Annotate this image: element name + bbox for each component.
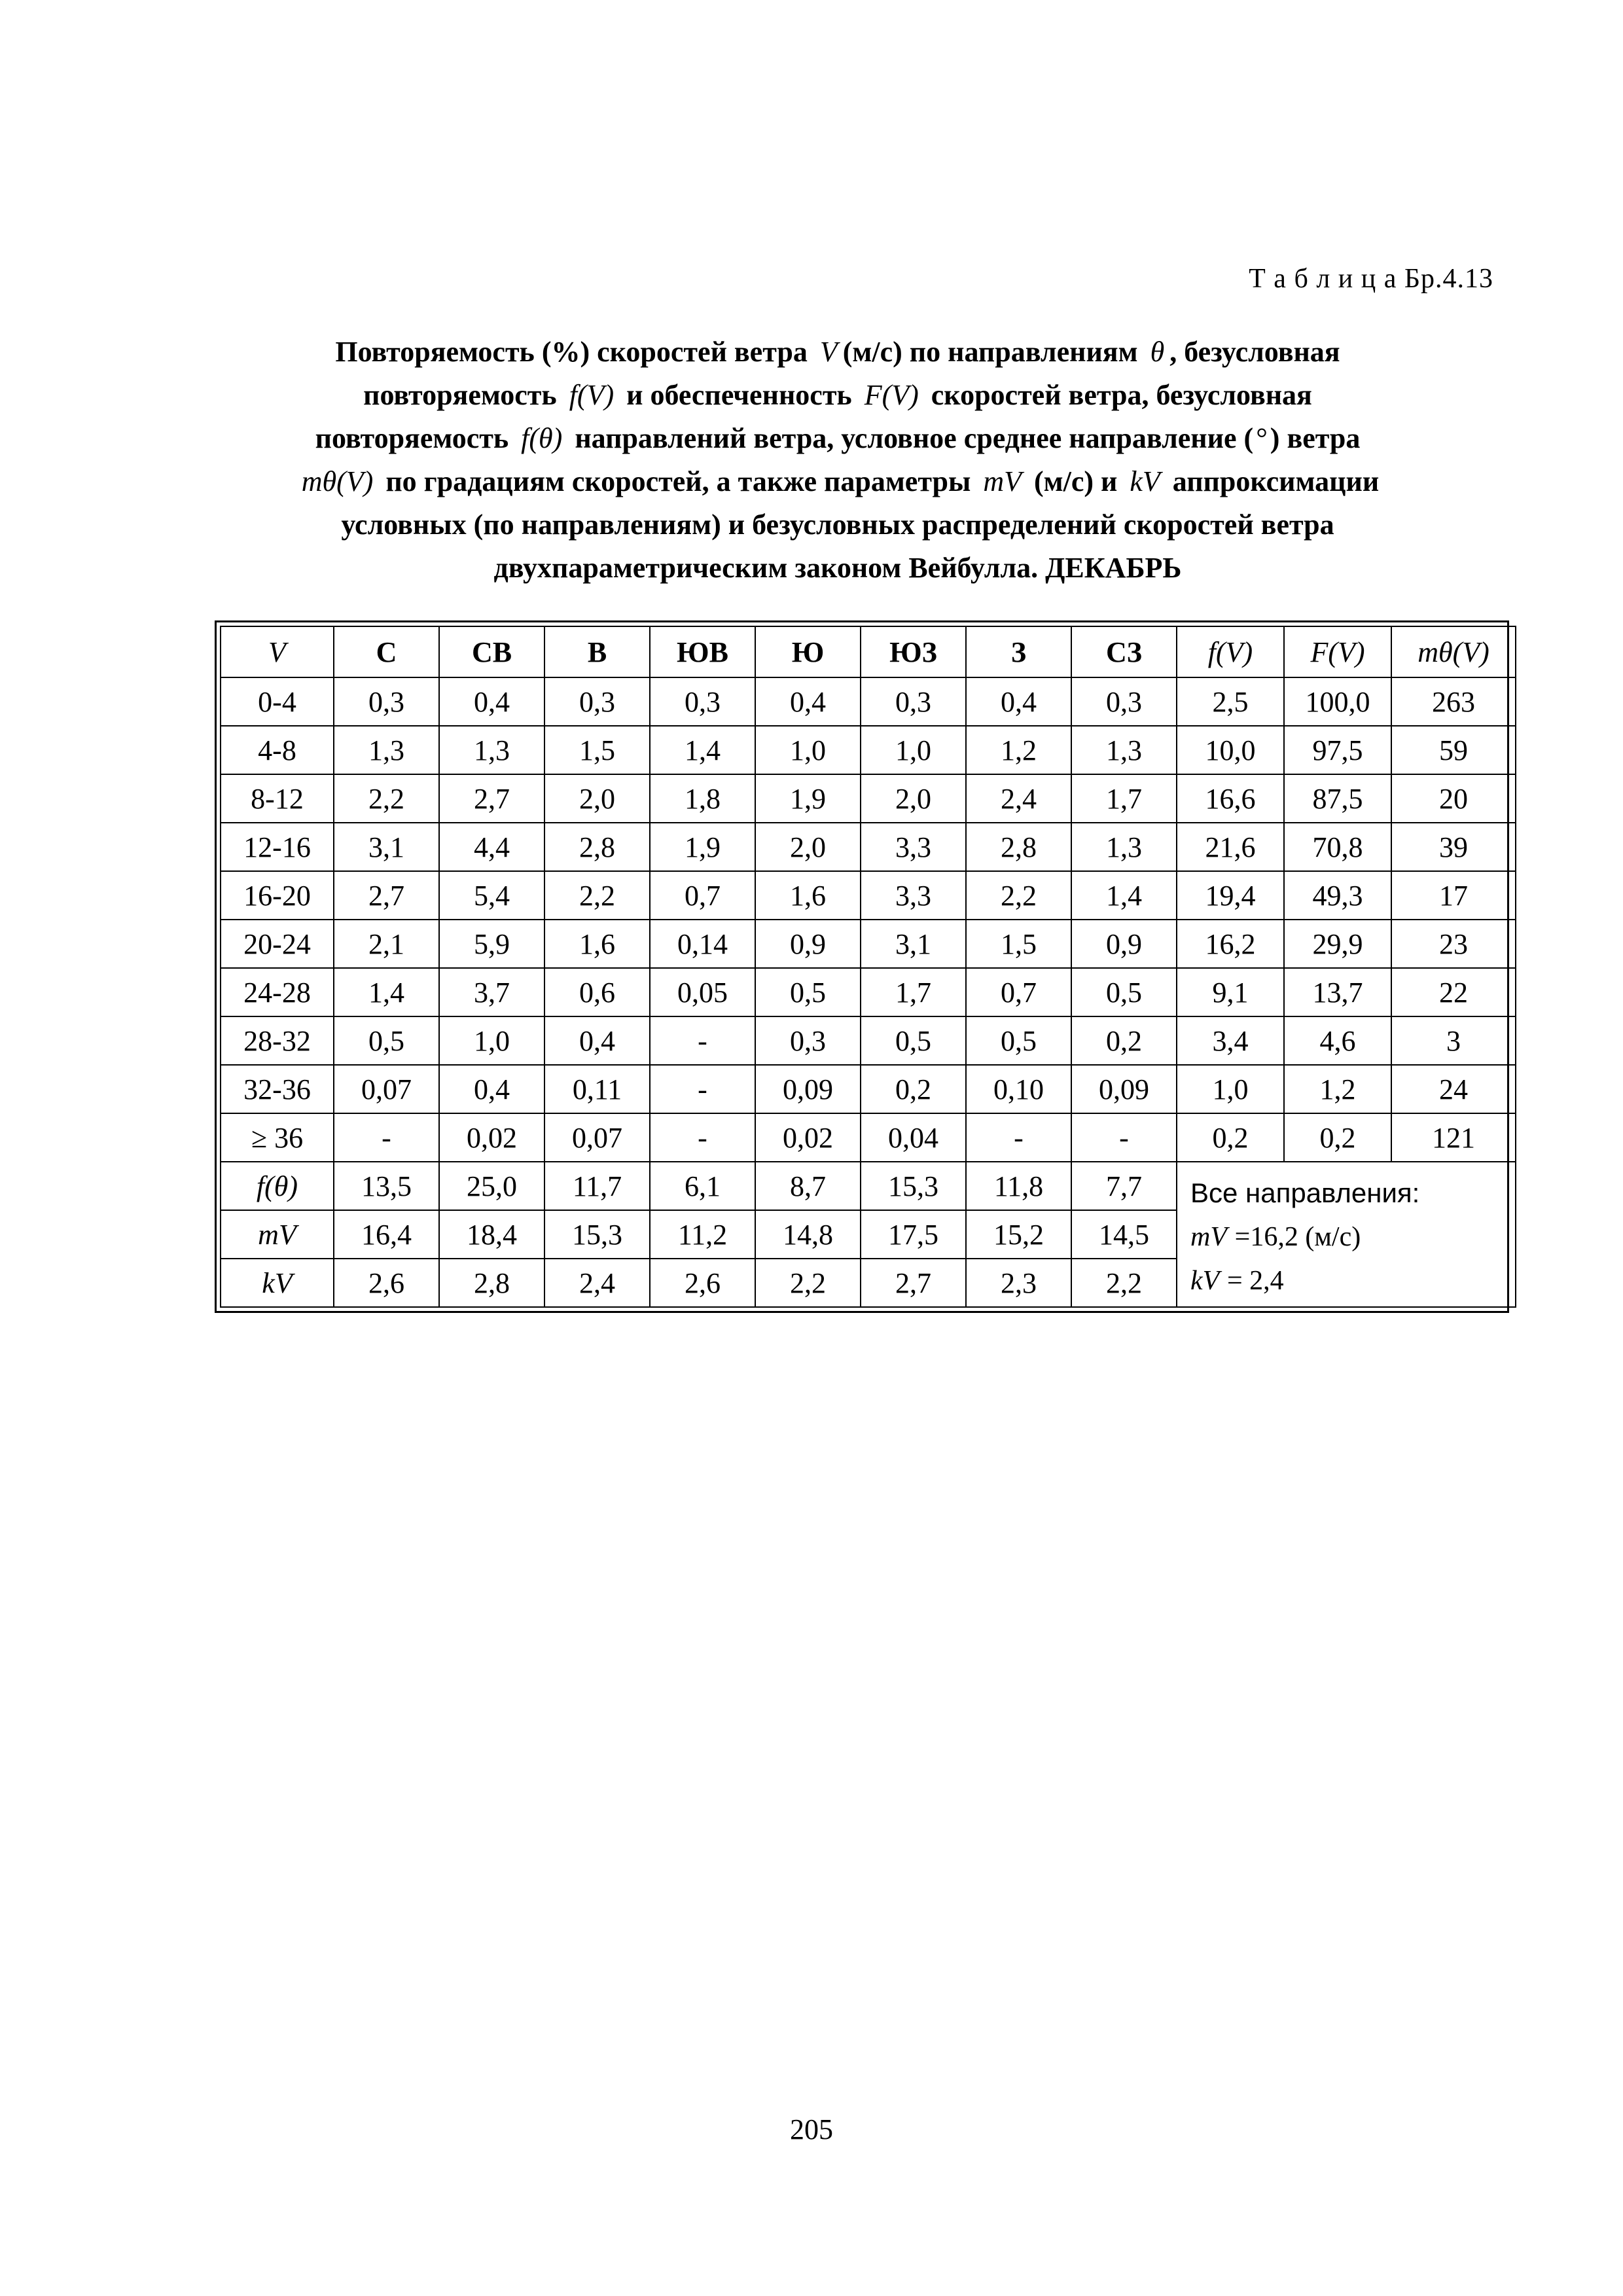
speed-range-cell: 12-16 bbox=[221, 823, 334, 871]
caption-line-2 bbox=[209, 374, 1466, 417]
param-value-cell: 0,2 bbox=[1284, 1113, 1391, 1162]
header-direction: СЗ bbox=[1071, 626, 1177, 677]
direction-value-cell: 1,0 bbox=[861, 726, 966, 774]
direction-value-cell: 0,10 bbox=[966, 1065, 1071, 1113]
param-value-cell: 39 bbox=[1391, 823, 1516, 871]
stats-value-cell: 2,3 bbox=[966, 1259, 1071, 1307]
direction-value-cell: 0,3 bbox=[334, 677, 439, 726]
direction-value-cell: 0,5 bbox=[861, 1016, 966, 1065]
param-value-cell: 10,0 bbox=[1177, 726, 1284, 774]
speed-range-cell: 8-12 bbox=[221, 774, 334, 823]
param-value-cell: 70,8 bbox=[1284, 823, 1391, 871]
header-direction: СВ bbox=[439, 626, 544, 677]
stats-value-cell: 8,7 bbox=[755, 1162, 861, 1210]
direction-value-cell: 1,6 bbox=[544, 920, 650, 968]
direction-value-cell: - bbox=[650, 1113, 755, 1162]
caption-text: , безусловная bbox=[1169, 336, 1340, 368]
param-value-cell: 29,9 bbox=[1284, 920, 1391, 968]
direction-value-cell: 0,4 bbox=[755, 677, 861, 726]
direction-value-cell: - bbox=[334, 1113, 439, 1162]
summary-kv-symbol: kV bbox=[1190, 1266, 1220, 1296]
direction-value-cell: 0,11 bbox=[544, 1065, 650, 1113]
table-row bbox=[221, 1065, 1516, 1113]
direction-value-cell: 2,7 bbox=[334, 871, 439, 920]
table-row bbox=[221, 920, 1516, 968]
caption-text: повторяемость bbox=[315, 422, 509, 454]
direction-value-cell: 2,7 bbox=[439, 774, 544, 823]
direction-value-cell: 3,1 bbox=[334, 823, 439, 871]
caption-symbol: V bbox=[819, 336, 838, 368]
direction-value-cell: 1,7 bbox=[861, 968, 966, 1016]
stats-value-cell: 14,8 bbox=[755, 1210, 861, 1259]
caption-symbol: mθ(V) bbox=[301, 465, 374, 497]
param-value-cell: 20 bbox=[1391, 774, 1516, 823]
table-row bbox=[221, 774, 1516, 823]
param-value-cell: 16,2 bbox=[1177, 920, 1284, 968]
direction-value-cell: 0,14 bbox=[650, 920, 755, 968]
param-value-cell: 2,5 bbox=[1177, 677, 1284, 726]
direction-value-cell: 0,05 bbox=[650, 968, 755, 1016]
param-value-cell: 4,6 bbox=[1284, 1016, 1391, 1065]
speed-range-cell: 24-28 bbox=[221, 968, 334, 1016]
wind-speed-table bbox=[220, 626, 1516, 1308]
caption-text: скоростей ветра, безусловная bbox=[931, 379, 1312, 411]
summary-mv-symbol: mV bbox=[1190, 1222, 1227, 1252]
stats-value-cell: 2,2 bbox=[755, 1259, 861, 1307]
stats-value-cell: 18,4 bbox=[439, 1210, 544, 1259]
param-value-cell: 121 bbox=[1391, 1113, 1516, 1162]
stats-value-cell: 6,1 bbox=[650, 1162, 755, 1210]
page-number: 205 bbox=[790, 2113, 833, 2145]
direction-value-cell: 0,9 bbox=[755, 920, 861, 968]
caption-line-4 bbox=[209, 460, 1466, 503]
direction-value-cell: 1,9 bbox=[650, 823, 755, 871]
direction-value-cell: 1,9 bbox=[755, 774, 861, 823]
direction-value-cell: 1,4 bbox=[650, 726, 755, 774]
caption-text: Повторяемость (%) скоростей ветра bbox=[335, 336, 808, 368]
stats-label-cell: mV bbox=[221, 1210, 334, 1259]
direction-value-cell: 2,2 bbox=[966, 871, 1071, 920]
stats-value-cell: 13,5 bbox=[334, 1162, 439, 1210]
header-speed: V bbox=[221, 626, 334, 677]
direction-value-cell: 0,9 bbox=[1071, 920, 1177, 968]
direction-value-cell: 2,0 bbox=[755, 823, 861, 871]
header-param: f(V) bbox=[1177, 626, 1284, 677]
summary-kv bbox=[1190, 1259, 1515, 1302]
direction-value-cell: 0,4 bbox=[439, 1065, 544, 1113]
direction-value-cell: 1,5 bbox=[544, 726, 650, 774]
direction-value-cell: 0,3 bbox=[861, 677, 966, 726]
stats-value-cell: 16,4 bbox=[334, 1210, 439, 1259]
speed-range-cell: 20-24 bbox=[221, 920, 334, 968]
stats-value-cell: 15,3 bbox=[861, 1162, 966, 1210]
caption-symbol: F(V) bbox=[864, 379, 919, 411]
direction-value-cell: 1,4 bbox=[334, 968, 439, 1016]
stats-value-cell: 11,8 bbox=[966, 1162, 1071, 1210]
header-direction: З bbox=[966, 626, 1071, 677]
caption-line-3 bbox=[209, 417, 1466, 460]
stats-value-cell: 2,6 bbox=[650, 1259, 755, 1307]
header-direction: ЮВ bbox=[650, 626, 755, 677]
param-value-cell: 16,6 bbox=[1177, 774, 1284, 823]
speed-range-cell: 4-8 bbox=[221, 726, 334, 774]
stats-value-cell: 14,5 bbox=[1071, 1210, 1177, 1259]
speed-range-cell: 32-36 bbox=[221, 1065, 334, 1113]
direction-value-cell: 0,3 bbox=[650, 677, 755, 726]
param-value-cell: 59 bbox=[1391, 726, 1516, 774]
direction-value-cell: 0,4 bbox=[966, 677, 1071, 726]
direction-value-cell: 3,7 bbox=[439, 968, 544, 1016]
header-direction: ЮЗ bbox=[861, 626, 966, 677]
direction-value-cell: 2,1 bbox=[334, 920, 439, 968]
direction-value-cell: 1,3 bbox=[439, 726, 544, 774]
direction-value-cell: 1,8 bbox=[650, 774, 755, 823]
table-row bbox=[221, 1113, 1516, 1162]
param-value-cell: 49,3 bbox=[1284, 871, 1391, 920]
speed-range-cell: ≥ 36 bbox=[221, 1113, 334, 1162]
table-row bbox=[221, 871, 1516, 920]
caption-line-5: условных (по направлениям) и безусловных распределений скоростей ветра bbox=[341, 509, 1334, 541]
header-direction: С bbox=[334, 626, 439, 677]
direction-value-cell: 0,09 bbox=[755, 1065, 861, 1113]
direction-value-cell: 0,2 bbox=[1071, 1016, 1177, 1065]
direction-value-cell: 0,7 bbox=[966, 968, 1071, 1016]
stats-value-cell: 15,3 bbox=[544, 1210, 650, 1259]
direction-value-cell: - bbox=[966, 1113, 1071, 1162]
stats-value-cell: 11,2 bbox=[650, 1210, 755, 1259]
summary-title: Все направления: bbox=[1190, 1177, 1420, 1208]
param-value-cell: 19,4 bbox=[1177, 871, 1284, 920]
table-row bbox=[221, 1016, 1516, 1065]
stats-label-cell: kV bbox=[221, 1259, 334, 1307]
caption-text: и обеспеченность bbox=[626, 379, 852, 411]
caption-text: по градациям скоростей, а также параметры bbox=[385, 465, 971, 497]
stats-value-cell: 17,5 bbox=[861, 1210, 966, 1259]
caption-text: направлений ветра, условное среднее направление ( bbox=[575, 422, 1254, 454]
param-value-cell: 87,5 bbox=[1284, 774, 1391, 823]
stats-value-cell: 2,4 bbox=[544, 1259, 650, 1307]
direction-value-cell: 1,0 bbox=[439, 1016, 544, 1065]
header-direction: Ю bbox=[755, 626, 861, 677]
header-direction: В bbox=[544, 626, 650, 677]
stats-row bbox=[221, 1162, 1516, 1210]
direction-value-cell: 0,07 bbox=[544, 1113, 650, 1162]
direction-value-cell: 2,2 bbox=[334, 774, 439, 823]
direction-value-cell: 4,4 bbox=[439, 823, 544, 871]
stats-value-cell: 15,2 bbox=[966, 1210, 1071, 1259]
direction-value-cell: 1,4 bbox=[1071, 871, 1177, 920]
speed-range-cell: 16-20 bbox=[221, 871, 334, 920]
table-row bbox=[221, 823, 1516, 871]
table-header-row bbox=[221, 626, 1516, 677]
param-value-cell: 1,2 bbox=[1284, 1065, 1391, 1113]
speed-range-cell: 28-32 bbox=[221, 1016, 334, 1065]
param-value-cell: 13,7 bbox=[1284, 968, 1391, 1016]
direction-value-cell: 0,04 bbox=[861, 1113, 966, 1162]
param-value-cell: 100,0 bbox=[1284, 677, 1391, 726]
param-value-cell: 24 bbox=[1391, 1065, 1516, 1113]
caption-symbol: f(V) bbox=[569, 379, 615, 411]
stats-value-cell: 2,2 bbox=[1071, 1259, 1177, 1307]
stats-value-cell: 2,6 bbox=[334, 1259, 439, 1307]
param-value-cell: 1,0 bbox=[1177, 1065, 1284, 1113]
direction-value-cell: - bbox=[1071, 1113, 1177, 1162]
direction-value-cell: 0,2 bbox=[861, 1065, 966, 1113]
direction-value-cell: 1,3 bbox=[334, 726, 439, 774]
direction-value-cell: 0,7 bbox=[650, 871, 755, 920]
direction-value-cell: 3,3 bbox=[861, 823, 966, 871]
param-value-cell: 21,6 bbox=[1177, 823, 1284, 871]
degree-symbol: ° bbox=[1256, 422, 1268, 454]
direction-value-cell: - bbox=[650, 1065, 755, 1113]
direction-value-cell: 0,5 bbox=[334, 1016, 439, 1065]
table-row bbox=[221, 726, 1516, 774]
param-value-cell: 23 bbox=[1391, 920, 1516, 968]
direction-value-cell: 2,0 bbox=[544, 774, 650, 823]
direction-value-cell: 0,5 bbox=[1071, 968, 1177, 1016]
direction-value-cell: 0,3 bbox=[544, 677, 650, 726]
caption-text: аппроксимации bbox=[1172, 465, 1380, 497]
direction-value-cell: 0,3 bbox=[755, 1016, 861, 1065]
stats-value-cell: 11,7 bbox=[544, 1162, 650, 1210]
stats-value-cell: 2,7 bbox=[861, 1259, 966, 1307]
direction-value-cell: 0,4 bbox=[439, 677, 544, 726]
summary-kv-value: = 2,4 bbox=[1226, 1266, 1284, 1296]
direction-value-cell: 0,07 bbox=[334, 1065, 439, 1113]
direction-value-cell: 1,3 bbox=[1071, 726, 1177, 774]
param-value-cell: 17 bbox=[1391, 871, 1516, 920]
caption-line-6: двухпараметрическим законом Вейбулла. ДЕКАБРЬ bbox=[493, 552, 1182, 584]
direction-value-cell: 0,4 bbox=[544, 1016, 650, 1065]
direction-value-cell: 1,6 bbox=[755, 871, 861, 920]
caption-text: (м/с) по направлениям bbox=[842, 336, 1138, 368]
direction-value-cell: 3,3 bbox=[861, 871, 966, 920]
direction-value-cell: 2,2 bbox=[544, 871, 650, 920]
param-value-cell: 22 bbox=[1391, 968, 1516, 1016]
direction-value-cell: 2,8 bbox=[544, 823, 650, 871]
summary-mv-value: =16,2 (м/с) bbox=[1234, 1222, 1361, 1252]
stats-value-cell: 2,8 bbox=[439, 1259, 544, 1307]
caption-symbol: θ bbox=[1150, 336, 1165, 368]
stats-label-cell: f(θ) bbox=[221, 1162, 334, 1210]
caption-text: повторяемость bbox=[363, 379, 557, 411]
param-value-cell: 3,4 bbox=[1177, 1016, 1284, 1065]
caption-symbol: mV bbox=[983, 465, 1022, 497]
direction-value-cell: 1,5 bbox=[966, 920, 1071, 968]
header-param: F(V) bbox=[1284, 626, 1391, 677]
direction-value-cell: 0,02 bbox=[439, 1113, 544, 1162]
caption-symbol: kV bbox=[1130, 465, 1160, 497]
param-value-cell: 0,2 bbox=[1177, 1113, 1284, 1162]
direction-value-cell: 2,4 bbox=[966, 774, 1071, 823]
summary-mv bbox=[1190, 1215, 1515, 1259]
table-row bbox=[221, 968, 1516, 1016]
param-value-cell: 97,5 bbox=[1284, 726, 1391, 774]
direction-value-cell: 1,7 bbox=[1071, 774, 1177, 823]
all-directions-summary bbox=[1177, 1162, 1516, 1307]
direction-value-cell: 0,5 bbox=[755, 968, 861, 1016]
direction-value-cell: - bbox=[650, 1016, 755, 1065]
header-param: mθ(V) bbox=[1391, 626, 1516, 677]
speed-range-cell: 0-4 bbox=[221, 677, 334, 726]
caption-text: (м/с) и bbox=[1033, 465, 1118, 497]
direction-value-cell: 1,0 bbox=[755, 726, 861, 774]
direction-value-cell: 1,2 bbox=[966, 726, 1071, 774]
param-value-cell: 3 bbox=[1391, 1016, 1516, 1065]
param-value-cell: 263 bbox=[1391, 677, 1516, 726]
param-value-cell: 9,1 bbox=[1177, 968, 1284, 1016]
caption-line-1 bbox=[209, 331, 1466, 374]
direction-value-cell: 0,02 bbox=[755, 1113, 861, 1162]
stats-value-cell: 7,7 bbox=[1071, 1162, 1177, 1210]
direction-value-cell: 0,3 bbox=[1071, 677, 1177, 726]
wind-table-frame bbox=[215, 620, 1509, 1313]
direction-value-cell: 3,1 bbox=[861, 920, 966, 968]
direction-value-cell: 5,4 bbox=[439, 871, 544, 920]
direction-value-cell: 1,3 bbox=[1071, 823, 1177, 871]
table-label: Т а б л и ц а Бр.4.13 bbox=[1249, 264, 1493, 294]
caption-symbol: f(θ) bbox=[521, 422, 563, 454]
table-row bbox=[221, 677, 1516, 726]
direction-value-cell: 0,09 bbox=[1071, 1065, 1177, 1113]
direction-value-cell: 0,6 bbox=[544, 968, 650, 1016]
direction-value-cell: 2,8 bbox=[966, 823, 1071, 871]
direction-value-cell: 5,9 bbox=[439, 920, 544, 968]
stats-value-cell: 25,0 bbox=[439, 1162, 544, 1210]
caption-text: ) ветра bbox=[1270, 422, 1361, 454]
table-caption bbox=[209, 331, 1466, 590]
direction-value-cell: 0,5 bbox=[966, 1016, 1071, 1065]
direction-value-cell: 2,0 bbox=[861, 774, 966, 823]
